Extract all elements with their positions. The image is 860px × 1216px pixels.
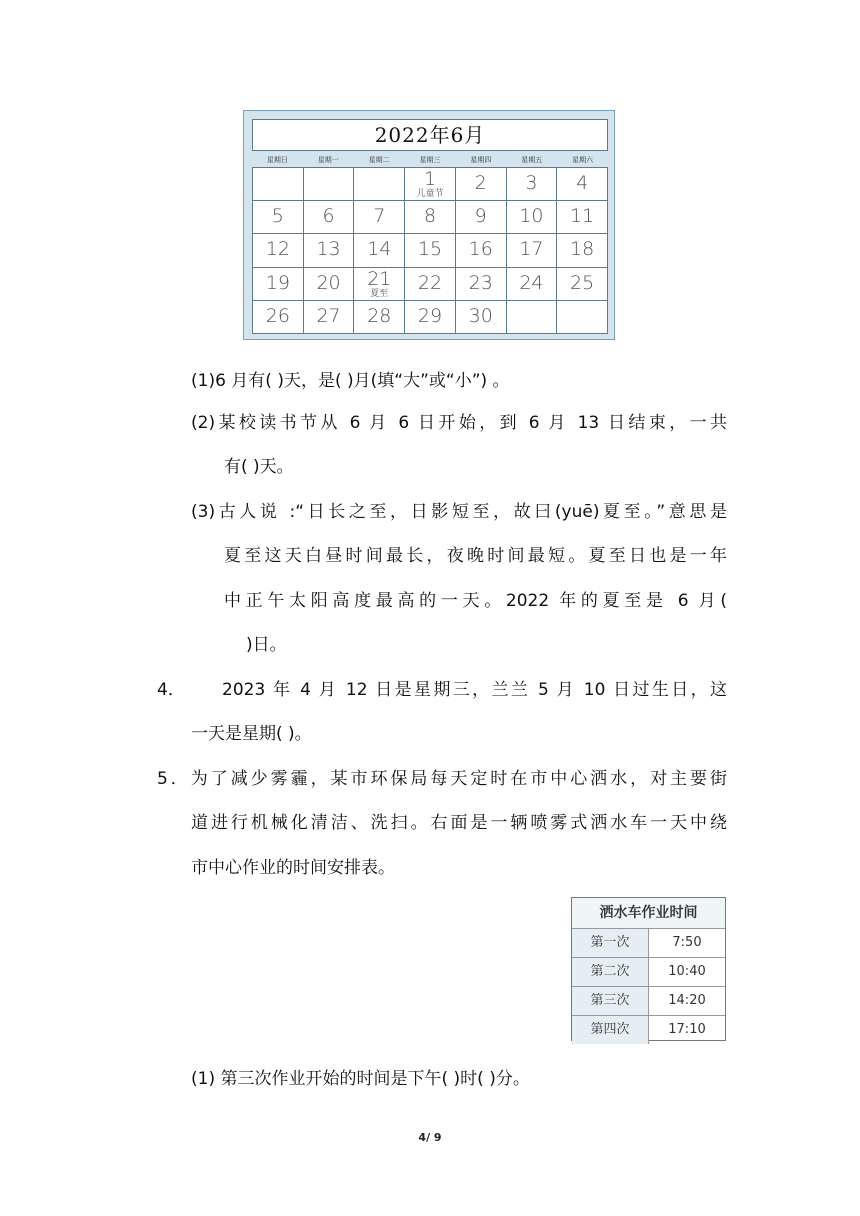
calendar xyxy=(243,110,615,340)
calendar-day-cell xyxy=(557,168,608,201)
day-number: 8 xyxy=(423,205,437,228)
calendar-day-cell xyxy=(354,301,405,334)
q5-line2: 道进行机械化清洁、洗扫。右面是一辆喷雾式洒水车一天中绕 xyxy=(191,813,727,833)
day-number: 21 xyxy=(367,267,392,290)
day-number: 14 xyxy=(367,238,392,261)
day-number: 3 xyxy=(525,172,538,194)
day-number: 5 xyxy=(271,205,284,228)
calendar-day-cell xyxy=(304,168,355,201)
calendar-day-cell xyxy=(507,301,558,334)
calendar-day-cell xyxy=(507,234,558,267)
calendar-day-cell xyxy=(253,201,304,234)
day-number: 25 xyxy=(570,271,595,294)
run-time: 14:20 xyxy=(668,993,706,1008)
calendar-day-cell xyxy=(253,168,304,201)
run-time: 7:50 xyxy=(672,935,702,950)
day-number: 29 xyxy=(417,304,443,327)
table-row xyxy=(572,987,725,1016)
calendar-day-cell xyxy=(507,168,558,201)
day-number: 28 xyxy=(367,304,392,327)
day-number: 10 xyxy=(519,205,544,228)
weekday-label: 星期日 xyxy=(266,156,288,164)
table-title: 洒水车作业时间 xyxy=(572,898,725,929)
run-label: 第四次 xyxy=(572,1016,649,1044)
day-number: 9 xyxy=(474,205,487,228)
calendar-day-cell xyxy=(557,301,608,334)
calendar-day-cell xyxy=(456,168,507,201)
q5-line3: 市中心作业的时间安排表。 xyxy=(191,858,395,878)
day-number: 30 xyxy=(468,304,493,327)
q3-part1: (1)6 月有( )天，是( )月(填“大”或“小”) 。 xyxy=(191,371,510,391)
table-row xyxy=(572,929,725,958)
q3-part3-line2: 夏至这天白昼时间最长，夜晚时间最短。夏至日也是一年 xyxy=(224,546,727,566)
q3-part2-line1: (2)某校读书节从 6 月 6 日开始，到 6 月 13 日结束，一共 xyxy=(191,413,727,433)
calendar-day-cell xyxy=(405,268,456,301)
day-note: 夏至 xyxy=(370,288,389,299)
q5-line1: 5．为了减少雾霾，某市环保局每天定时在市中心洒水，对主要街 xyxy=(157,769,727,789)
q4-line1: 2023 年 4 月 12 日是星期三，兰兰 5 月 10 日过生日，这 xyxy=(222,680,727,700)
day-number: 27 xyxy=(316,304,341,327)
run-time: 10:40 xyxy=(668,964,706,979)
day-number: 24 xyxy=(519,271,544,294)
run-label: 第三次 xyxy=(572,987,649,1015)
weekday-label: 星期三 xyxy=(419,156,441,164)
calendar-weekdays xyxy=(252,154,608,166)
run-time: 17:10 xyxy=(668,1022,706,1037)
run-label: 第二次 xyxy=(572,958,649,986)
q3-part3-line1: (3)古人说 :“日长之至，日影短至，故曰(yuē)夏至。”意思是 xyxy=(191,502,727,522)
calendar-day-cell xyxy=(253,234,304,267)
table-row xyxy=(572,958,725,987)
calendar-day-cell xyxy=(304,201,355,234)
day-number: 16 xyxy=(468,238,493,261)
q3-part3-line4: )日。 xyxy=(246,635,287,655)
weekday-label: 星期四 xyxy=(470,156,492,164)
day-note: 儿童节 xyxy=(416,189,444,199)
q4-number: 4． xyxy=(157,680,185,700)
calendar-grid xyxy=(252,167,608,334)
run-label: 第一次 xyxy=(572,929,649,957)
calendar-day-cell xyxy=(253,268,304,301)
calendar-day-cell xyxy=(405,301,456,334)
day-number: 1 xyxy=(423,168,437,190)
day-number: 26 xyxy=(265,304,290,327)
day-number: 13 xyxy=(316,238,341,261)
calendar-day-cell xyxy=(456,301,507,334)
day-number: 15 xyxy=(417,238,443,261)
calendar-day-cell xyxy=(354,168,405,201)
day-number: 6 xyxy=(322,205,335,228)
day-number: 20 xyxy=(316,271,341,294)
q5-part1: (1) 第三次作业开始的时间是下午( )时( )分。 xyxy=(191,1069,530,1089)
day-number: 22 xyxy=(417,271,443,294)
calendar-day-cell xyxy=(354,234,405,267)
calendar-day-cell xyxy=(354,201,405,234)
day-number: 11 xyxy=(570,205,595,228)
day-number: 18 xyxy=(570,238,595,261)
day-number: 7 xyxy=(373,205,386,228)
table-row xyxy=(572,1016,725,1044)
calendar-day-cell xyxy=(304,234,355,267)
weekday-label: 星期一 xyxy=(317,156,339,164)
calendar-day-cell xyxy=(456,234,507,267)
calendar-day-cell xyxy=(557,201,608,234)
day-number: 23 xyxy=(468,271,493,294)
weekday-label: 星期二 xyxy=(368,156,390,164)
weekday-label: 星期五 xyxy=(521,156,543,164)
day-number: 2 xyxy=(474,172,487,194)
calendar-day-cell xyxy=(304,268,355,301)
calendar-day-cell xyxy=(405,201,456,234)
page-number: 4/ 9 xyxy=(418,1131,442,1144)
calendar-day-cell xyxy=(304,301,355,334)
calendar-day-cell xyxy=(405,234,456,267)
calendar-day-cell xyxy=(354,268,405,301)
day-number: 17 xyxy=(519,238,544,261)
calendar-day-cell xyxy=(456,268,507,301)
q3-part3-line3: 中正午太阳高度最高的一天。2022 年的夏至是 6 月( xyxy=(224,591,727,611)
q4-line2: 一天是星期( )。 xyxy=(191,724,312,744)
calendar-day-cell xyxy=(507,201,558,234)
calendar-day-cell xyxy=(456,201,507,234)
calendar-day-cell xyxy=(253,301,304,334)
day-number: 12 xyxy=(265,238,290,261)
day-number: 4 xyxy=(576,172,589,194)
calendar-day-cell xyxy=(557,234,608,267)
calendar-title: 2022年6月 xyxy=(252,119,608,151)
calendar-day-cell xyxy=(557,268,608,301)
sprinkler-schedule-table xyxy=(571,897,726,1041)
weekday-label: 星期六 xyxy=(572,156,594,164)
calendar-day-cell xyxy=(405,168,456,201)
q3-part2-line2: 有( )天。 xyxy=(224,457,294,477)
day-number: 19 xyxy=(265,271,290,294)
calendar-day-cell xyxy=(507,268,558,301)
